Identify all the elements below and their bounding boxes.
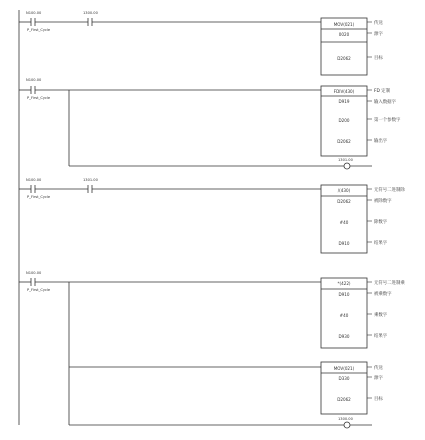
contact-address: N100.00 [26, 271, 42, 275]
operand-comment: 源字 [374, 32, 383, 37]
operand: #40 [339, 313, 349, 318]
operand: 0020 [338, 32, 350, 37]
contact-comment: P_First_Cycle [27, 28, 51, 32]
output-coil [344, 422, 350, 428]
operand-comment: 无符号二进制乘 [374, 281, 405, 286]
rung-2 [19, 86, 372, 169]
instruction-name: MOV(021) [333, 366, 355, 371]
rung-4 [19, 278, 372, 428]
operand: D200 [338, 118, 350, 123]
contact-comment: P_First_Cycle [27, 96, 51, 100]
output-coil [344, 163, 350, 169]
operand: #40 [339, 220, 349, 225]
operand-comment: 乘数字 [374, 313, 388, 318]
operand: D2062 [337, 56, 351, 61]
instruction-name: FDIV(430) [333, 89, 355, 94]
contact-address: N100.00 [26, 78, 42, 82]
instruction-name: *(422) [337, 281, 351, 286]
operand-comment: 输入数据字 [374, 100, 396, 105]
operand: D930 [338, 334, 350, 339]
instruction-name: /(430) [337, 188, 351, 193]
coil-address: 1301.00 [338, 158, 353, 162]
operand-comment: 被除数字 [374, 199, 392, 204]
operand-comment: 被乘数字 [374, 292, 392, 297]
contact-comment: P_First_Cycle [27, 288, 51, 292]
operand: D2062 [337, 199, 351, 204]
rung-3 [19, 185, 367, 253]
operand: D910 [338, 292, 350, 297]
operand: D330 [338, 376, 350, 381]
operand-comment: 目标 [374, 397, 383, 402]
contact-address: N100.00 [26, 11, 42, 15]
operand: D910 [338, 241, 350, 246]
contact-address: N100.00 [26, 178, 42, 182]
operand-comment: 第一个参数字 [374, 118, 401, 123]
contact-address: 1300.00 [83, 11, 98, 15]
operand-comment: 结果字 [374, 334, 388, 339]
operand-comment: 除数字 [374, 220, 388, 225]
contact-address: 1301.00 [83, 178, 98, 182]
operand-comment: 传送 [374, 21, 383, 26]
contact-comment: P_First_Cycle [27, 195, 51, 199]
operand-comment: 源字 [374, 376, 383, 381]
operand: D919 [338, 99, 350, 104]
operand-comment: 传送 [374, 366, 383, 371]
rung-1 [19, 18, 367, 75]
operand-comment: 无符号二进制除 [374, 188, 405, 193]
operand-comment: 输出字 [374, 139, 388, 144]
operand-comment: FD 定制 [374, 89, 391, 94]
operand: D2062 [337, 139, 351, 144]
operand: D2062 [337, 397, 351, 402]
operand-comment: 目标 [374, 56, 383, 61]
instruction-name: MOV(021) [333, 22, 355, 27]
operand-comment: 结果字 [374, 241, 388, 246]
coil-address: 1300.00 [338, 417, 353, 421]
